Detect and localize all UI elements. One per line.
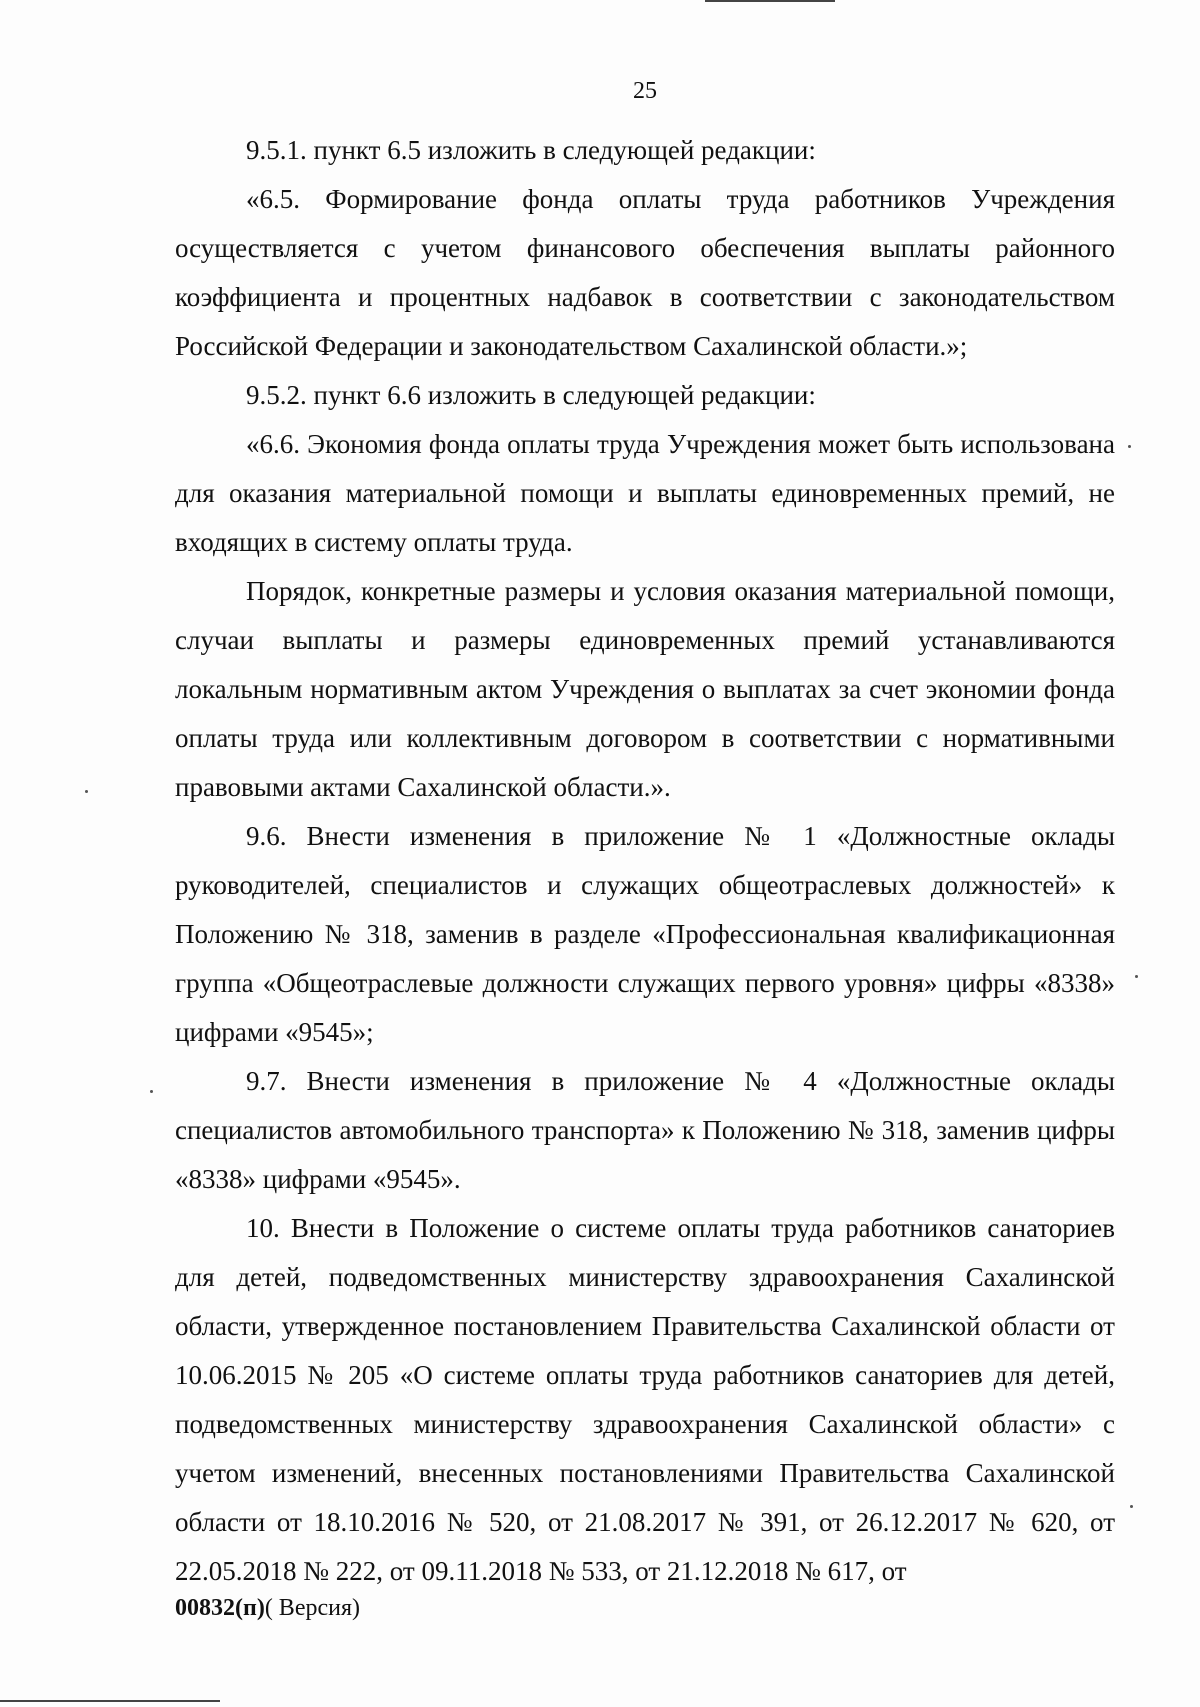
document-footer xyxy=(175,1595,360,1622)
document-version: ( Версия) xyxy=(264,1595,360,1621)
paragraph-9-5-1: 9.5.1. пункт 6.5 изложить в следующей редакции: xyxy=(246,135,816,165)
paragraph-9-6: 9.6. Внести изменения в приложение № 1 «Должностные оклады руководителей, специалистов и служащих общеотраслевых должностей» к Положению № 318, заменив в разделе «Профессиональная квалификационная группа «Общеотраслевые должности служащих первого уровня» цифры «8338» цифрами «9545»; xyxy=(175,821,1115,1047)
page-number: 25 xyxy=(633,78,657,104)
paragraph-10: 10. Внести в Положение о системе оплаты труда работников санаториев для детей, подведомственных министерству здравоохранения Сахалинской области, утвержденное постановлением Правительства Сахалинской области от 10.06.2015 № 205 «О системе оплаты труда работников санаториев для детей, подведомственных министерству здравоохранения Сахалинской области» с учетом изменений, внесенных постановлениями Правительства Сахалинской области от 18.10.2016 № 520, от 21.08.2017 № 391, от 26.12.2017 № 620, от 22.05.2018 № 222, от 09.11.2018 № 533, от 21.12.2018 № 617, от xyxy=(175,1213,1115,1586)
scan-edge-bottom xyxy=(0,1700,220,1702)
scan-speck xyxy=(1130,1505,1133,1508)
scan-edge-top xyxy=(705,0,835,2)
scan-speck xyxy=(1128,445,1131,448)
paragraph-9-5-2: 9.5.2. пункт 6.6 изложить в следующей редакции: xyxy=(246,380,816,410)
paragraph-6-6-text: «6.6. Экономия фонда оплаты труда Учреждения может быть использована для оказания материальной помощи и выплаты единовременных премий, не входящих в систему оплаты труда. xyxy=(175,429,1115,557)
paragraph-9-7: 9.7. Внести изменения в приложение № 4 «Должностные оклады специалистов автомобильного транспорта» к Положению № 318, заменив цифры «8338» цифрами «9545». xyxy=(175,1066,1115,1194)
paragraph-order: Порядок, конкретные размеры и условия оказания материальной помощи, случаи выплаты и размеры единовременных премий устанавливаются локальным нормативным актом Учреждения о выплатах за счет экономии фонда оплаты труда или коллективным договором в соответствии с нормативными правовыми актами Сахалинской области.». xyxy=(175,576,1115,802)
scan-speck xyxy=(1135,975,1138,978)
document-body xyxy=(175,126,1115,1596)
document-code: 00832(п) xyxy=(175,1595,265,1621)
scan-speck xyxy=(150,1090,153,1093)
paragraph-6-5-text: «6.5. Формирование фонда оплаты труда работников Учреждения осуществляется с учетом финансового обеспечения выплаты районного коэффициента и процентных надбавок в соответствии с законодательством Российской Федерации и законодательством Сахалинской области.»; xyxy=(175,184,1115,361)
scan-speck xyxy=(85,790,88,793)
